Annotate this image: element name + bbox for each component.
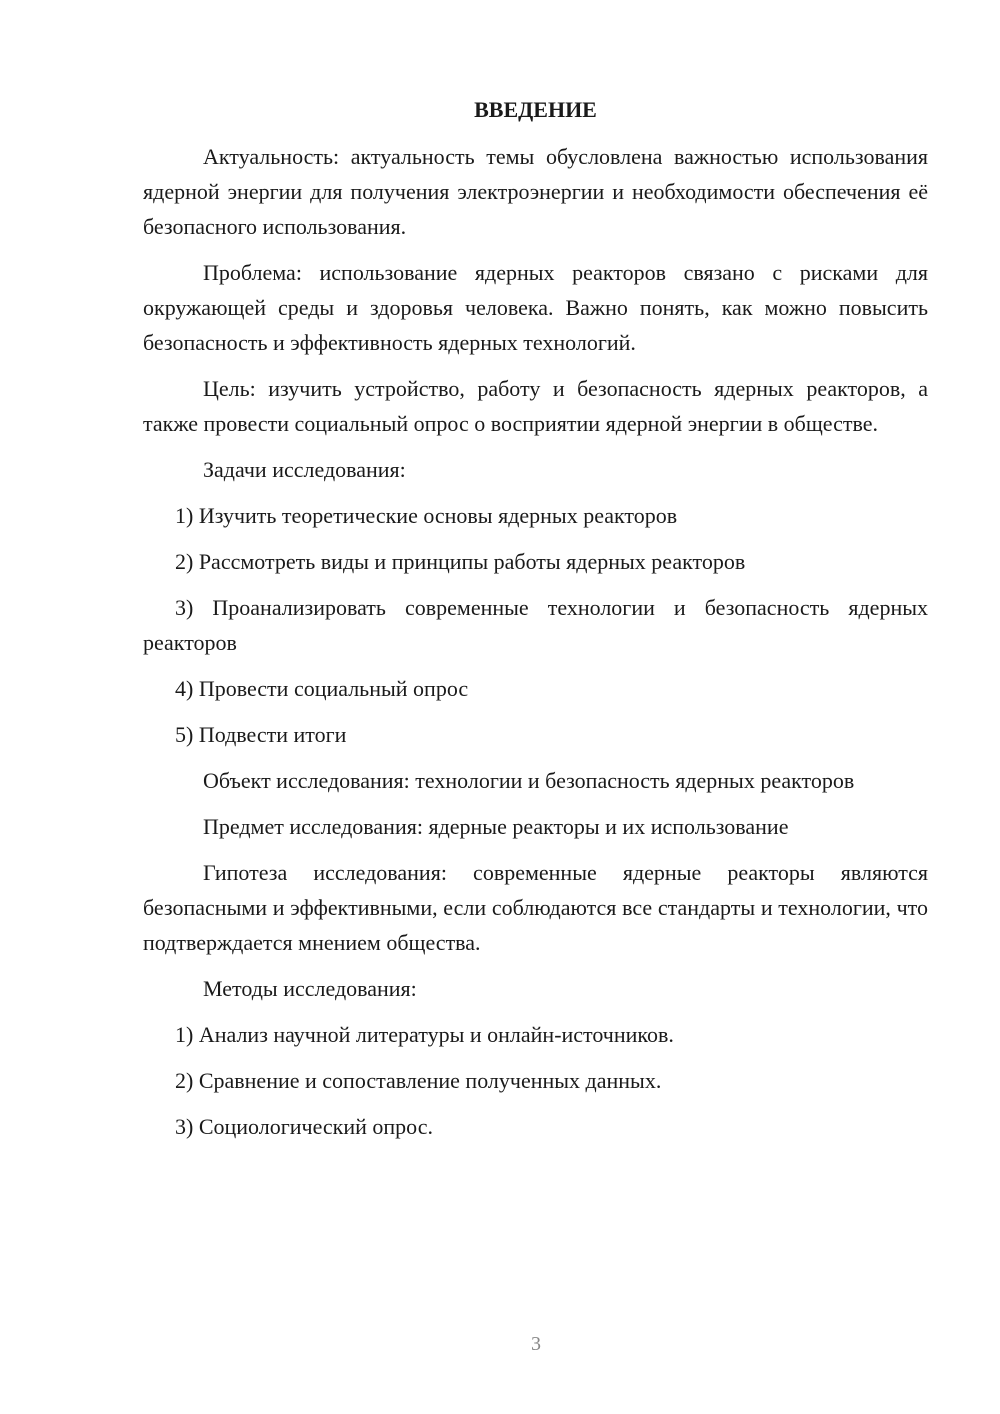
task-item-4: 4) Провести социальный опрос	[175, 676, 469, 701]
document-page	[143, 92, 928, 1155]
method-item-3: 3) Социологический опрос.	[175, 1114, 433, 1139]
task-item-5: 5) Подвести итоги	[175, 722, 347, 747]
tasks-heading: Задачи исследования:	[203, 457, 406, 482]
paragraph-hypothesis: Гипотеза исследования: современные ядерные реакторы являются безопасными и эффективными, если соблюдаются все стандарты и технологии, что подтверждается мнением общества.	[143, 860, 928, 955]
paragraph-goal: Цель: изучить устройство, работу и безопасность ядерных реакторов, а также провести социальный опрос о восприятии ядерной энергии в обществе.	[143, 376, 928, 436]
paragraph-subject: Предмет исследования: ядерные реакторы и их использование	[203, 814, 789, 839]
task-item-3: 3) Проанализировать современные технологии и безопасность ядерных реакторов	[143, 595, 928, 655]
method-item-2: 2) Сравнение и сопоставление полученных данных.	[175, 1068, 662, 1093]
task-item-2: 2) Рассмотреть виды и принципы работы ядерных реакторов	[175, 549, 746, 574]
section-title: ВВЕДЕНИЕ	[474, 97, 597, 122]
paragraph-problem: Проблема: использование ядерных реакторов связано с рисками для окружающей среды и здоровья человека. Важно понять, как можно повысить безопасность и эффективность ядерных технологий.	[143, 260, 928, 355]
methods-heading: Методы исследования:	[203, 976, 417, 1001]
paragraph-object: Объект исследования: технологии и безопасность ядерных реакторов	[203, 768, 855, 793]
page-number: 3	[531, 1333, 541, 1355]
paragraph-relevance: Актуальность: актуальность темы обусловлена важностью использования ядерной энергии для получения электроэнергии и необходимости обеспечения её безопасного использования.	[143, 144, 928, 239]
task-item-1: 1) Изучить теоретические основы ядерных реакторов	[175, 503, 678, 528]
method-item-1: 1) Анализ научной литературы и онлайн-источников.	[175, 1022, 674, 1047]
